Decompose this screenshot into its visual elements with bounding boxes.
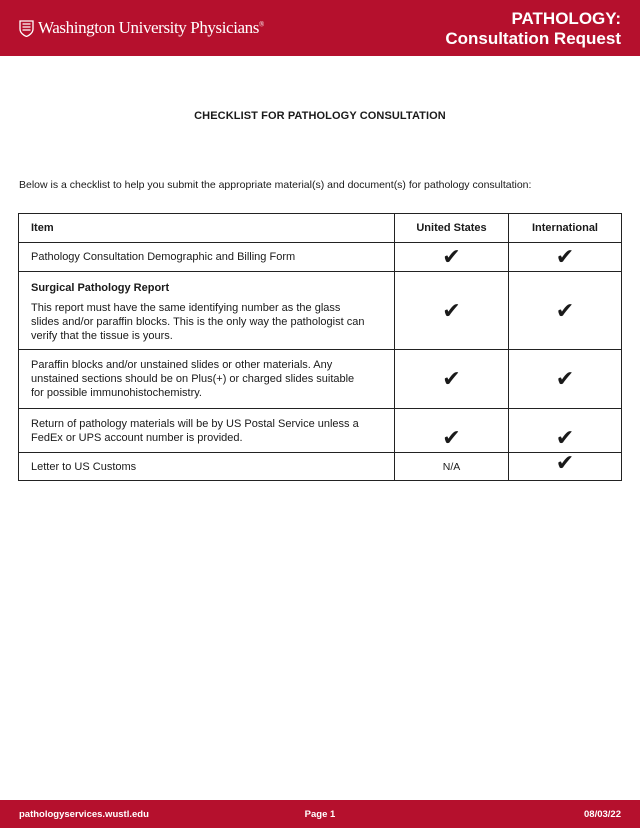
checkmark-icon: ✔ bbox=[555, 425, 575, 450]
logo-text: Washington University Physicians® bbox=[38, 18, 264, 37]
footer-bar bbox=[0, 800, 640, 828]
header-title-line1: PATHOLOGY: bbox=[511, 9, 621, 28]
checkmark-icon: ✔ bbox=[555, 450, 575, 475]
column-header-international: International bbox=[509, 214, 622, 243]
logo bbox=[19, 18, 264, 38]
checkmark-icon: ✔ bbox=[442, 366, 461, 391]
checklist-table bbox=[18, 213, 622, 481]
row-item: Paraffin blocks and/or unstained slides or other materials. Any unstained sections should be on Plus(+) or charged slides suitable for possible immunohistochemistry. bbox=[19, 350, 395, 409]
checkmark-icon: ✔ bbox=[555, 297, 575, 323]
row-item bbox=[19, 272, 395, 350]
row-us-value bbox=[395, 243, 509, 272]
row-intl-value bbox=[509, 450, 622, 481]
checkmark-icon: ✔ bbox=[442, 297, 461, 323]
header-bar bbox=[0, 0, 640, 56]
checkmark-icon: ✔ bbox=[442, 425, 461, 450]
footer-page-number: Page 1 bbox=[304, 809, 336, 820]
shield-icon bbox=[19, 20, 34, 37]
table-header-row bbox=[19, 214, 622, 243]
footer-date: 08/03/22 bbox=[584, 809, 621, 820]
checkmark-icon: ✔ bbox=[555, 366, 575, 391]
table-row bbox=[19, 409, 622, 453]
row-item-title: Surgical Pathology Report bbox=[31, 281, 170, 294]
row-us-value bbox=[395, 272, 509, 350]
row-us-value bbox=[395, 453, 509, 481]
row-intl-value bbox=[509, 243, 622, 272]
checkmark-icon: ✔ bbox=[555, 244, 575, 269]
not-applicable-text: N/A bbox=[442, 460, 461, 473]
intro-text: Below is a checklist to help you submit the appropriate material(s) and document(s) for pathology consultation: bbox=[19, 179, 532, 191]
page-title: CHECKLIST FOR PATHOLOGY CONSULTATION bbox=[194, 110, 446, 122]
header-title-line2: Consultation Request bbox=[445, 29, 621, 48]
table-row bbox=[19, 453, 622, 481]
header-title bbox=[445, 9, 621, 49]
table-row bbox=[19, 350, 622, 409]
table-row bbox=[19, 243, 622, 272]
row-item: Return of pathology materials will be by US Postal Service unless a FedEx or UPS account number is provided. bbox=[19, 409, 395, 453]
row-intl-value bbox=[509, 409, 622, 453]
table-row bbox=[19, 272, 622, 350]
footer-url[interactable]: pathologyservices.wustl.edu bbox=[19, 809, 149, 820]
row-item: Letter to US Customs bbox=[19, 453, 395, 481]
row-item-description: This report must have the same identifying number as the glass slides and/or paraffin blocks. This is the only way the pathologist can verify that the tissue is yours. bbox=[31, 301, 365, 342]
checkmark-icon: ✔ bbox=[442, 244, 461, 269]
row-us-value bbox=[395, 409, 509, 453]
row-intl-value bbox=[509, 350, 622, 409]
row-item: Pathology Consultation Demographic and Billing Form bbox=[19, 243, 395, 272]
column-header-united-states: United States bbox=[395, 214, 509, 243]
row-intl-value bbox=[509, 272, 622, 350]
registered-mark: ® bbox=[258, 20, 264, 29]
row-us-value bbox=[395, 350, 509, 409]
column-header-item: Item bbox=[19, 214, 395, 243]
